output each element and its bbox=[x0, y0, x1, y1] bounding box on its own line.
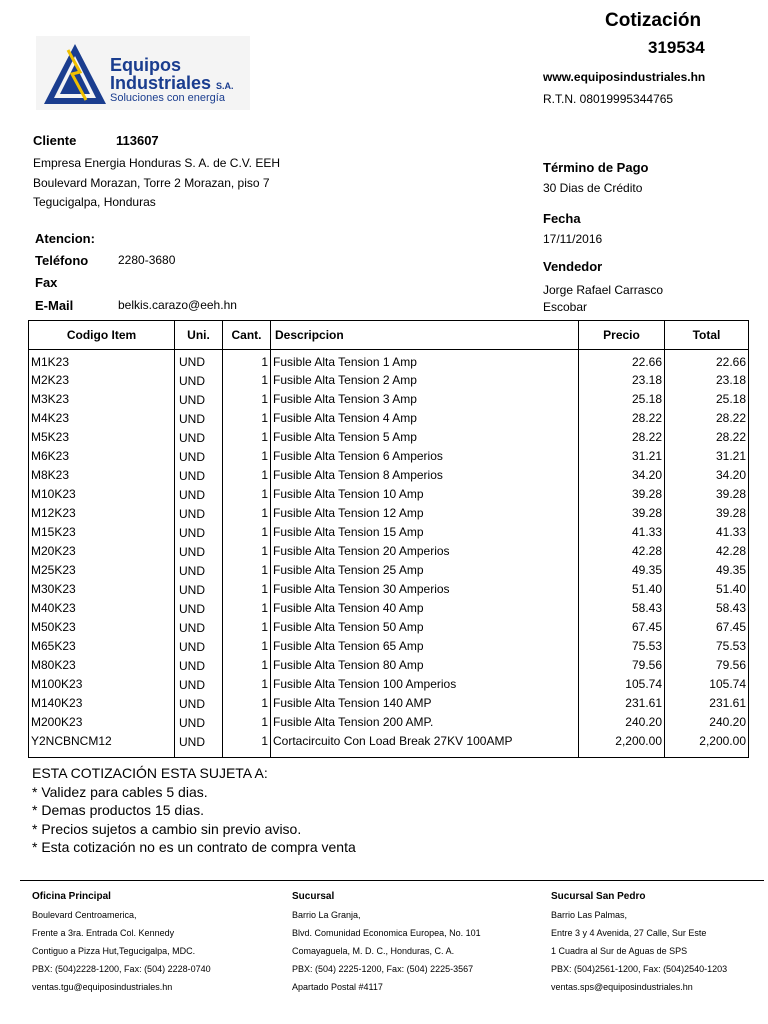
item-total: 42.28 bbox=[665, 542, 749, 561]
item-total: 22.66 bbox=[665, 350, 749, 372]
table-row bbox=[29, 428, 749, 447]
item-desc: Fusible Alta Tension 20 Amperios bbox=[271, 542, 579, 561]
item-code: M80K23 bbox=[29, 656, 175, 675]
item-qty: 1 bbox=[223, 599, 271, 618]
item-code: M140K23 bbox=[29, 694, 175, 713]
items-body bbox=[29, 350, 749, 758]
table-header-row bbox=[29, 321, 749, 350]
office-line: Contiguo a Pizza Hut,Tegucigalpa, MDC. bbox=[32, 946, 196, 956]
office-line: PBX: (504)2561-1200, Fax: (504)2540-1203 bbox=[551, 964, 728, 974]
table-row bbox=[29, 580, 749, 599]
item-qty: 1 bbox=[223, 447, 271, 466]
item-price: 25.18 bbox=[579, 390, 665, 409]
condition-item: * Precios sujetos a cambio sin previo aviso. bbox=[32, 820, 302, 837]
item-code: M8K23 bbox=[29, 466, 175, 485]
item-qty: 1 bbox=[223, 732, 271, 758]
header-desc: Descripcion bbox=[271, 321, 579, 350]
item-total: 28.22 bbox=[665, 428, 749, 447]
item-code: M200K23 bbox=[29, 713, 175, 732]
item-price: 39.28 bbox=[579, 485, 665, 504]
item-total: 51.40 bbox=[665, 580, 749, 599]
office-title: Sucursal San Pedro bbox=[551, 891, 646, 902]
item-code: Y2NCBNCM12 bbox=[29, 732, 175, 758]
item-price: 28.22 bbox=[579, 409, 665, 428]
item-total: 41.33 bbox=[665, 523, 749, 542]
item-qty: 1 bbox=[223, 371, 271, 390]
item-desc: Fusible Alta Tension 5 Amp bbox=[271, 428, 579, 447]
office-line: ventas.tgu@equiposindustriales.hn bbox=[32, 982, 173, 992]
item-unit: UND bbox=[175, 523, 223, 542]
table-row bbox=[29, 371, 749, 390]
item-desc: Fusible Alta Tension 80 Amp bbox=[271, 656, 579, 675]
website: www.equiposindustriales.hn bbox=[543, 70, 706, 84]
table-row bbox=[29, 542, 749, 561]
item-total: 2,200.00 bbox=[665, 732, 749, 758]
item-desc: Fusible Alta Tension 65 Amp bbox=[271, 637, 579, 656]
item-qty: 1 bbox=[223, 409, 271, 428]
table-row bbox=[29, 504, 749, 523]
office-line: Boulevard Centroamerica, bbox=[32, 910, 137, 920]
item-total: 25.18 bbox=[665, 390, 749, 409]
item-price: 28.22 bbox=[579, 428, 665, 447]
item-qty: 1 bbox=[223, 350, 271, 372]
item-desc: Fusible Alta Tension 200 AMP. bbox=[271, 713, 579, 732]
item-price: 231.61 bbox=[579, 694, 665, 713]
item-code: M3K23 bbox=[29, 390, 175, 409]
office-title: Sucursal bbox=[292, 891, 335, 902]
item-total: 79.56 bbox=[665, 656, 749, 675]
item-unit: UND bbox=[175, 485, 223, 504]
item-qty: 1 bbox=[223, 637, 271, 656]
logo-tagline: Soluciones con energía bbox=[110, 92, 225, 104]
item-total: 231.61 bbox=[665, 694, 749, 713]
item-total: 31.21 bbox=[665, 447, 749, 466]
item-unit: UND bbox=[175, 428, 223, 447]
item-unit: UND bbox=[175, 409, 223, 428]
footer-office-sanpedro bbox=[551, 888, 727, 996]
item-price: 105.74 bbox=[579, 675, 665, 694]
date-value: 17/11/2016 bbox=[543, 232, 603, 246]
item-unit: UND bbox=[175, 561, 223, 580]
seller-line2: Escobar bbox=[543, 300, 588, 314]
document-title: Cotización bbox=[605, 10, 702, 31]
items-table bbox=[28, 320, 749, 758]
condition-item: * Validez para cables 5 dias. bbox=[32, 783, 208, 800]
item-total: 49.35 bbox=[665, 561, 749, 580]
email-label: E-Mail bbox=[35, 298, 74, 313]
item-total: 240.20 bbox=[665, 713, 749, 732]
condition-item: * Esta cotización no es un contrato de compra venta bbox=[32, 839, 356, 855]
table-row bbox=[29, 466, 749, 485]
payment-term-label: Término de Pago bbox=[543, 160, 649, 175]
item-price: 42.28 bbox=[579, 542, 665, 561]
item-code: M50K23 bbox=[29, 618, 175, 637]
item-unit: UND bbox=[175, 447, 223, 466]
office-line: Barrio La Granja, bbox=[292, 910, 361, 920]
item-unit: UND bbox=[175, 466, 223, 485]
office-line: ventas.sps@equiposindustriales.hn bbox=[551, 982, 693, 992]
item-price: 23.18 bbox=[579, 371, 665, 390]
date-label: Fecha bbox=[543, 211, 581, 226]
seller-label: Vendedor bbox=[543, 259, 603, 274]
item-code: M4K23 bbox=[29, 409, 175, 428]
item-code: M20K23 bbox=[29, 542, 175, 561]
table-row bbox=[29, 561, 749, 580]
item-code: M40K23 bbox=[29, 599, 175, 618]
item-desc: Fusible Alta Tension 6 Amperios bbox=[271, 447, 579, 466]
item-qty: 1 bbox=[223, 618, 271, 637]
item-code: M100K23 bbox=[29, 675, 175, 694]
client-address2: Tegucigalpa, Honduras bbox=[33, 195, 156, 209]
office-line: Comayaguela, M. D. C., Honduras, C. A. bbox=[292, 946, 455, 956]
item-qty: 1 bbox=[223, 580, 271, 599]
fax-label: Fax bbox=[35, 275, 58, 290]
item-desc: Fusible Alta Tension 4 Amp bbox=[271, 409, 579, 428]
client-label: Cliente bbox=[33, 133, 77, 148]
item-code: M15K23 bbox=[29, 523, 175, 542]
item-code: M10K23 bbox=[29, 485, 175, 504]
item-code: M65K23 bbox=[29, 637, 175, 656]
item-unit: UND bbox=[175, 694, 223, 713]
table-row bbox=[29, 599, 749, 618]
item-unit: UND bbox=[175, 371, 223, 390]
table-row bbox=[29, 350, 749, 372]
header-qty: Cant. bbox=[223, 321, 271, 350]
office-line: PBX: (504) 2225-1200, Fax: (504) 2225-3567 bbox=[292, 964, 474, 974]
condition-item: * Demas productos 15 dias. bbox=[32, 802, 204, 818]
item-unit: UND bbox=[175, 656, 223, 675]
item-desc: Fusible Alta Tension 40 Amp bbox=[271, 599, 579, 618]
header-price: Precio bbox=[579, 321, 665, 350]
item-code: M6K23 bbox=[29, 447, 175, 466]
office-line: Blvd. Comunidad Economica Europea, No. 101 bbox=[292, 928, 481, 938]
table-row bbox=[29, 694, 749, 713]
footer-office-branch bbox=[292, 888, 481, 996]
item-qty: 1 bbox=[223, 713, 271, 732]
header-code: Codigo Item bbox=[29, 321, 175, 350]
item-desc: Fusible Alta Tension 3 Amp bbox=[271, 390, 579, 409]
item-qty: 1 bbox=[223, 656, 271, 675]
item-total: 23.18 bbox=[665, 371, 749, 390]
phone-label: Teléfono bbox=[35, 253, 89, 268]
item-desc: Fusible Alta Tension 8 Amperios bbox=[271, 466, 579, 485]
phone-value: 2280-3680 bbox=[118, 253, 176, 267]
item-unit: UND bbox=[175, 599, 223, 618]
table-row bbox=[29, 390, 749, 409]
item-price: 58.43 bbox=[579, 599, 665, 618]
item-desc: Fusible Alta Tension 2 Amp bbox=[271, 371, 579, 390]
item-price: 2,200.00 bbox=[579, 732, 665, 758]
item-unit: UND bbox=[175, 542, 223, 561]
footer-office-main bbox=[32, 888, 211, 996]
item-unit: UND bbox=[175, 390, 223, 409]
header-unit: Uni. bbox=[175, 321, 223, 350]
company-logo bbox=[36, 36, 250, 110]
item-unit: UND bbox=[175, 732, 223, 758]
item-unit: UND bbox=[175, 713, 223, 732]
item-desc: Fusible Alta Tension 30 Amperios bbox=[271, 580, 579, 599]
item-code: M30K23 bbox=[29, 580, 175, 599]
item-qty: 1 bbox=[223, 485, 271, 504]
item-code: M25K23 bbox=[29, 561, 175, 580]
table-row bbox=[29, 409, 749, 428]
office-line: Frente a 3ra. Entrada Col. Kennedy bbox=[32, 928, 175, 938]
item-desc: Fusible Alta Tension 1 Amp bbox=[271, 350, 579, 372]
item-price: 49.35 bbox=[579, 561, 665, 580]
payment-term-value: 30 Dias de Crédito bbox=[543, 181, 643, 195]
office-line: Barrio Las Palmas, bbox=[551, 910, 628, 920]
item-total: 67.45 bbox=[665, 618, 749, 637]
item-qty: 1 bbox=[223, 428, 271, 447]
item-desc: Fusible Alta Tension 50 Amp bbox=[271, 618, 579, 637]
item-unit: UND bbox=[175, 618, 223, 637]
item-price: 240.20 bbox=[579, 713, 665, 732]
item-desc: Cortacircuito Con Load Break 27KV 100AMP bbox=[271, 732, 579, 758]
table-row bbox=[29, 713, 749, 732]
item-price: 41.33 bbox=[579, 523, 665, 542]
table-row bbox=[29, 675, 749, 694]
email-value: belkis.carazo@eeh.hn bbox=[118, 298, 237, 312]
rtn: R.T.N. 08019995344765 bbox=[543, 92, 674, 106]
header-total: Total bbox=[665, 321, 749, 350]
item-code: M1K23 bbox=[29, 350, 175, 372]
item-price: 79.56 bbox=[579, 656, 665, 675]
item-total: 105.74 bbox=[665, 675, 749, 694]
item-qty: 1 bbox=[223, 523, 271, 542]
item-desc: Fusible Alta Tension 10 Amp bbox=[271, 485, 579, 504]
client-name: Empresa Energia Honduras S. A. de C.V. EEH bbox=[33, 156, 281, 170]
item-unit: UND bbox=[175, 675, 223, 694]
item-qty: 1 bbox=[223, 390, 271, 409]
item-price: 75.53 bbox=[579, 637, 665, 656]
item-code: M12K23 bbox=[29, 504, 175, 523]
item-total: 75.53 bbox=[665, 637, 749, 656]
item-code: M2K23 bbox=[29, 371, 175, 390]
item-code: M5K23 bbox=[29, 428, 175, 447]
conditions-heading: ESTA COTIZACIÓN ESTA SUJETA A: bbox=[32, 765, 268, 781]
item-qty: 1 bbox=[223, 561, 271, 580]
item-price: 67.45 bbox=[579, 618, 665, 637]
item-desc: Fusible Alta Tension 25 Amp bbox=[271, 561, 579, 580]
item-qty: 1 bbox=[223, 694, 271, 713]
triangle-bolt-logo-icon bbox=[42, 42, 108, 106]
item-desc: Fusible Alta Tension 140 AMP bbox=[271, 694, 579, 713]
item-price: 39.28 bbox=[579, 504, 665, 523]
logo-line2: Industriales S.A. bbox=[110, 73, 234, 93]
item-qty: 1 bbox=[223, 504, 271, 523]
item-unit: UND bbox=[175, 350, 223, 372]
table-row bbox=[29, 637, 749, 656]
item-qty: 1 bbox=[223, 675, 271, 694]
table-row bbox=[29, 732, 749, 758]
conditions-block bbox=[32, 764, 356, 857]
client-address1: Boulevard Morazan, Torre 2 Morazan, piso 7 bbox=[33, 176, 270, 190]
item-total: 39.28 bbox=[665, 504, 749, 523]
item-desc: Fusible Alta Tension 12 Amp bbox=[271, 504, 579, 523]
logo-line2-suffix: S.A. bbox=[216, 81, 234, 91]
office-line: PBX: (504)2228-1200, Fax: (504) 2228-0740 bbox=[32, 964, 211, 974]
item-total: 28.22 bbox=[665, 409, 749, 428]
item-desc: Fusible Alta Tension 15 Amp bbox=[271, 523, 579, 542]
item-price: 34.20 bbox=[579, 466, 665, 485]
item-unit: UND bbox=[175, 580, 223, 599]
logo-line1: Equipos bbox=[110, 55, 181, 75]
table-row bbox=[29, 485, 749, 504]
item-total: 34.20 bbox=[665, 466, 749, 485]
item-total: 39.28 bbox=[665, 485, 749, 504]
seller-line1: Jorge Rafael Carrasco bbox=[543, 283, 664, 297]
item-price: 31.21 bbox=[579, 447, 665, 466]
quote-number: 319534 bbox=[648, 38, 705, 57]
office-line: Entre 3 y 4 Avenida, 27 Calle, Sur Este bbox=[551, 928, 707, 938]
item-price: 51.40 bbox=[579, 580, 665, 599]
client-id: 113607 bbox=[116, 133, 159, 148]
office-title: Oficina Principal bbox=[32, 891, 111, 902]
item-price: 22.66 bbox=[579, 350, 665, 372]
office-line: 1 Cuadra al Sur de Aguas de SPS bbox=[551, 946, 688, 956]
attention-label: Atencion: bbox=[35, 231, 95, 246]
item-total: 58.43 bbox=[665, 599, 749, 618]
table-row bbox=[29, 523, 749, 542]
item-desc: Fusible Alta Tension 100 Amperios bbox=[271, 675, 579, 694]
footer-divider bbox=[20, 880, 764, 881]
office-line: Apartado Postal #4117 bbox=[292, 982, 383, 992]
item-qty: 1 bbox=[223, 466, 271, 485]
item-unit: UND bbox=[175, 637, 223, 656]
item-qty: 1 bbox=[223, 542, 271, 561]
table-row bbox=[29, 618, 749, 637]
table-row bbox=[29, 447, 749, 466]
table-row bbox=[29, 656, 749, 675]
item-unit: UND bbox=[175, 504, 223, 523]
